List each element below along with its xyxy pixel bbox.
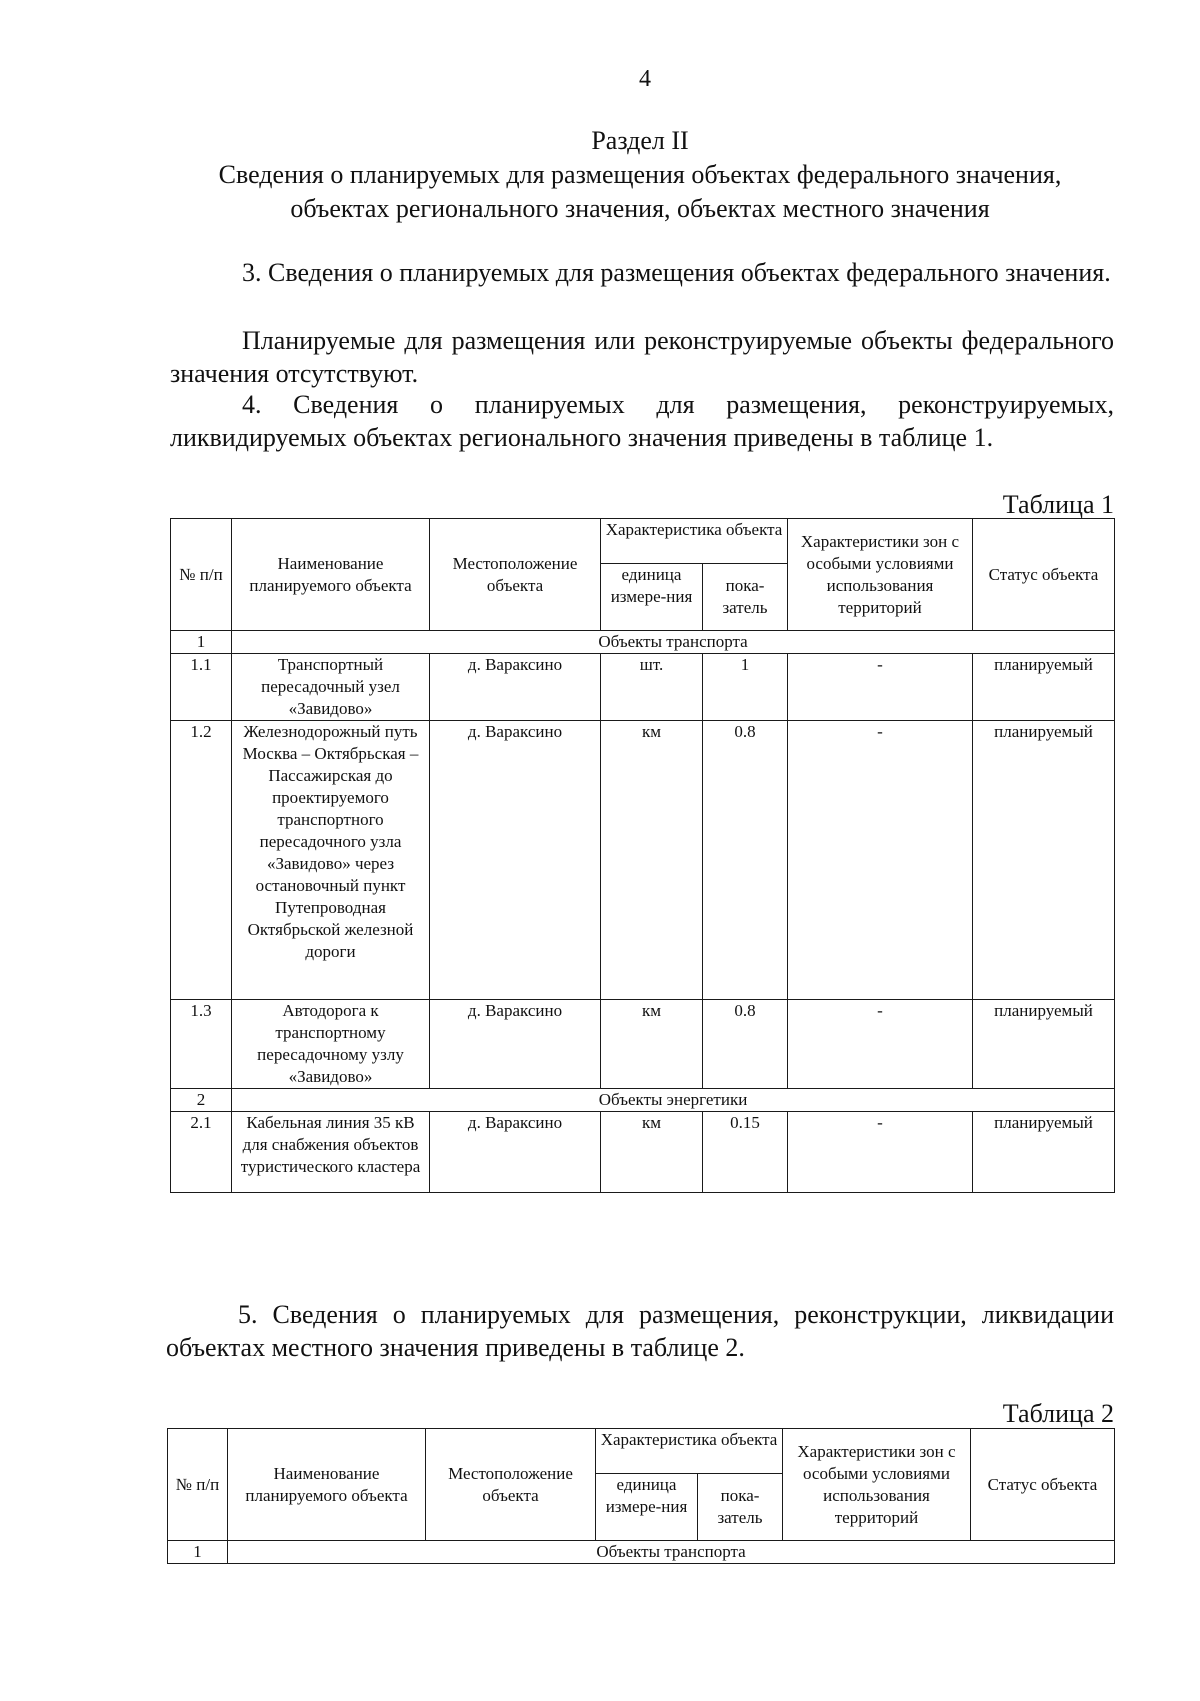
paragraph-3-detail: Планируемые для размещения или реконструируемые объекты федерального значения отсутствуют. xyxy=(170,326,1114,388)
header-zones: Характеристики зон с особыми условиями использования территорий xyxy=(788,519,973,631)
object-zones: - xyxy=(788,721,973,1000)
section-label: Раздел II xyxy=(591,126,689,155)
header-num: № п/п xyxy=(171,519,232,631)
object-name: Автодорога к транспортному пересадочному узлу «Завидово» xyxy=(232,1000,430,1089)
object-location: д. Вараксино xyxy=(430,1112,601,1193)
object-status: планируемый xyxy=(973,1000,1115,1089)
header-characteristic: Характеристика объекта xyxy=(596,1429,783,1474)
header-characteristic: Характеристика объекта xyxy=(601,519,788,564)
object-unit: км xyxy=(601,1000,703,1089)
table-row xyxy=(171,1112,1115,1193)
object-zones: - xyxy=(788,1112,973,1193)
object-value: 0.8 xyxy=(703,721,788,1000)
header-status: Статус объекта xyxy=(973,519,1115,631)
object-status: планируемый xyxy=(973,654,1115,721)
group-num: 1 xyxy=(171,631,232,654)
page-number: 4 xyxy=(639,66,651,92)
object-unit: км xyxy=(601,1112,703,1193)
object-zones: - xyxy=(788,654,973,721)
table-row xyxy=(171,1000,1115,1089)
table-1 xyxy=(170,518,1115,1193)
table-header-row xyxy=(171,519,1115,564)
header-name: Наименование планируемого объекта xyxy=(232,519,430,631)
object-value: 0.8 xyxy=(703,1000,788,1089)
object-value: 1 xyxy=(703,654,788,721)
table-row xyxy=(171,654,1115,721)
header-num: № п/п xyxy=(168,1429,228,1541)
paragraph-3: 3. Сведения о планируемых для размещения объектах федерального значения. xyxy=(242,258,1111,287)
paragraph-4: 4. Сведения о планируемых для размещения, реконструируемых, ликвидируемых объектах регионального значения приведены в таблице 1. xyxy=(170,390,1114,452)
header-name: Наименование планируемого объекта xyxy=(228,1429,426,1541)
table-2-caption: Таблица 2 xyxy=(1002,1399,1114,1428)
group-row xyxy=(171,1089,1115,1112)
object-name: Железнодорожный путь Москва – Октябрьская – Пассажирская до проектируемого транспортного пересадочного узла «Завидово» через остановочный пункт Путепроводная Октябрьской железной дороги xyxy=(232,721,430,1000)
group-num: 1 xyxy=(168,1541,228,1564)
group-title: Объекты транспорта xyxy=(232,631,1115,654)
header-location: Местоположение объекта xyxy=(426,1429,596,1541)
object-location: д. Вараксино xyxy=(430,721,601,1000)
table-header-row xyxy=(168,1429,1115,1474)
header-zones: Характеристики зон с особыми условиями использования территорий xyxy=(783,1429,971,1541)
object-status: планируемый xyxy=(973,1112,1115,1193)
group-title: Объекты энергетики xyxy=(232,1089,1115,1112)
group-title: Объекты транспорта xyxy=(228,1541,1115,1564)
object-unit: км xyxy=(601,721,703,1000)
group-row xyxy=(168,1541,1115,1564)
object-location: д. Вараксино xyxy=(430,654,601,721)
object-name: Кабельная линия 35 кВ для снабжения объектов туристического кластера xyxy=(232,1112,430,1193)
group-row xyxy=(171,631,1115,654)
row-num: 2.1 xyxy=(171,1112,232,1193)
header-status: Статус объекта xyxy=(971,1429,1115,1541)
header-location: Местоположение объекта xyxy=(430,519,601,631)
table-1-caption: Таблица 1 xyxy=(1002,490,1114,519)
header-indicator: пока-затель xyxy=(703,564,788,631)
paragraph-5: 5. Сведения о планируемых для размещения, реконструкции, ликвидации объектах местного значения приведены в таблице 2. xyxy=(166,1300,1114,1362)
object-status: планируемый xyxy=(973,721,1115,1000)
object-unit: шт. xyxy=(601,654,703,721)
object-zones: - xyxy=(788,1000,973,1089)
table-row xyxy=(171,721,1115,1000)
row-num: 1.2 xyxy=(171,721,232,1000)
object-location: д. Вараксино xyxy=(430,1000,601,1089)
section-title: Сведения о планируемых для размещения объектах федерального значения, объектах регионального значения, объектах местного значения xyxy=(218,160,1062,223)
object-name: Транспортный пересадочный узел «Завидово» xyxy=(232,654,430,721)
header-unit: единица измере-ния xyxy=(601,564,703,631)
row-num: 1.3 xyxy=(171,1000,232,1089)
object-value: 0.15 xyxy=(703,1112,788,1193)
header-indicator: пока-затель xyxy=(698,1474,783,1541)
header-unit: единица измере-ния xyxy=(596,1474,698,1541)
group-num: 2 xyxy=(171,1089,232,1112)
table-2 xyxy=(167,1428,1115,1564)
row-num: 1.1 xyxy=(171,654,232,721)
